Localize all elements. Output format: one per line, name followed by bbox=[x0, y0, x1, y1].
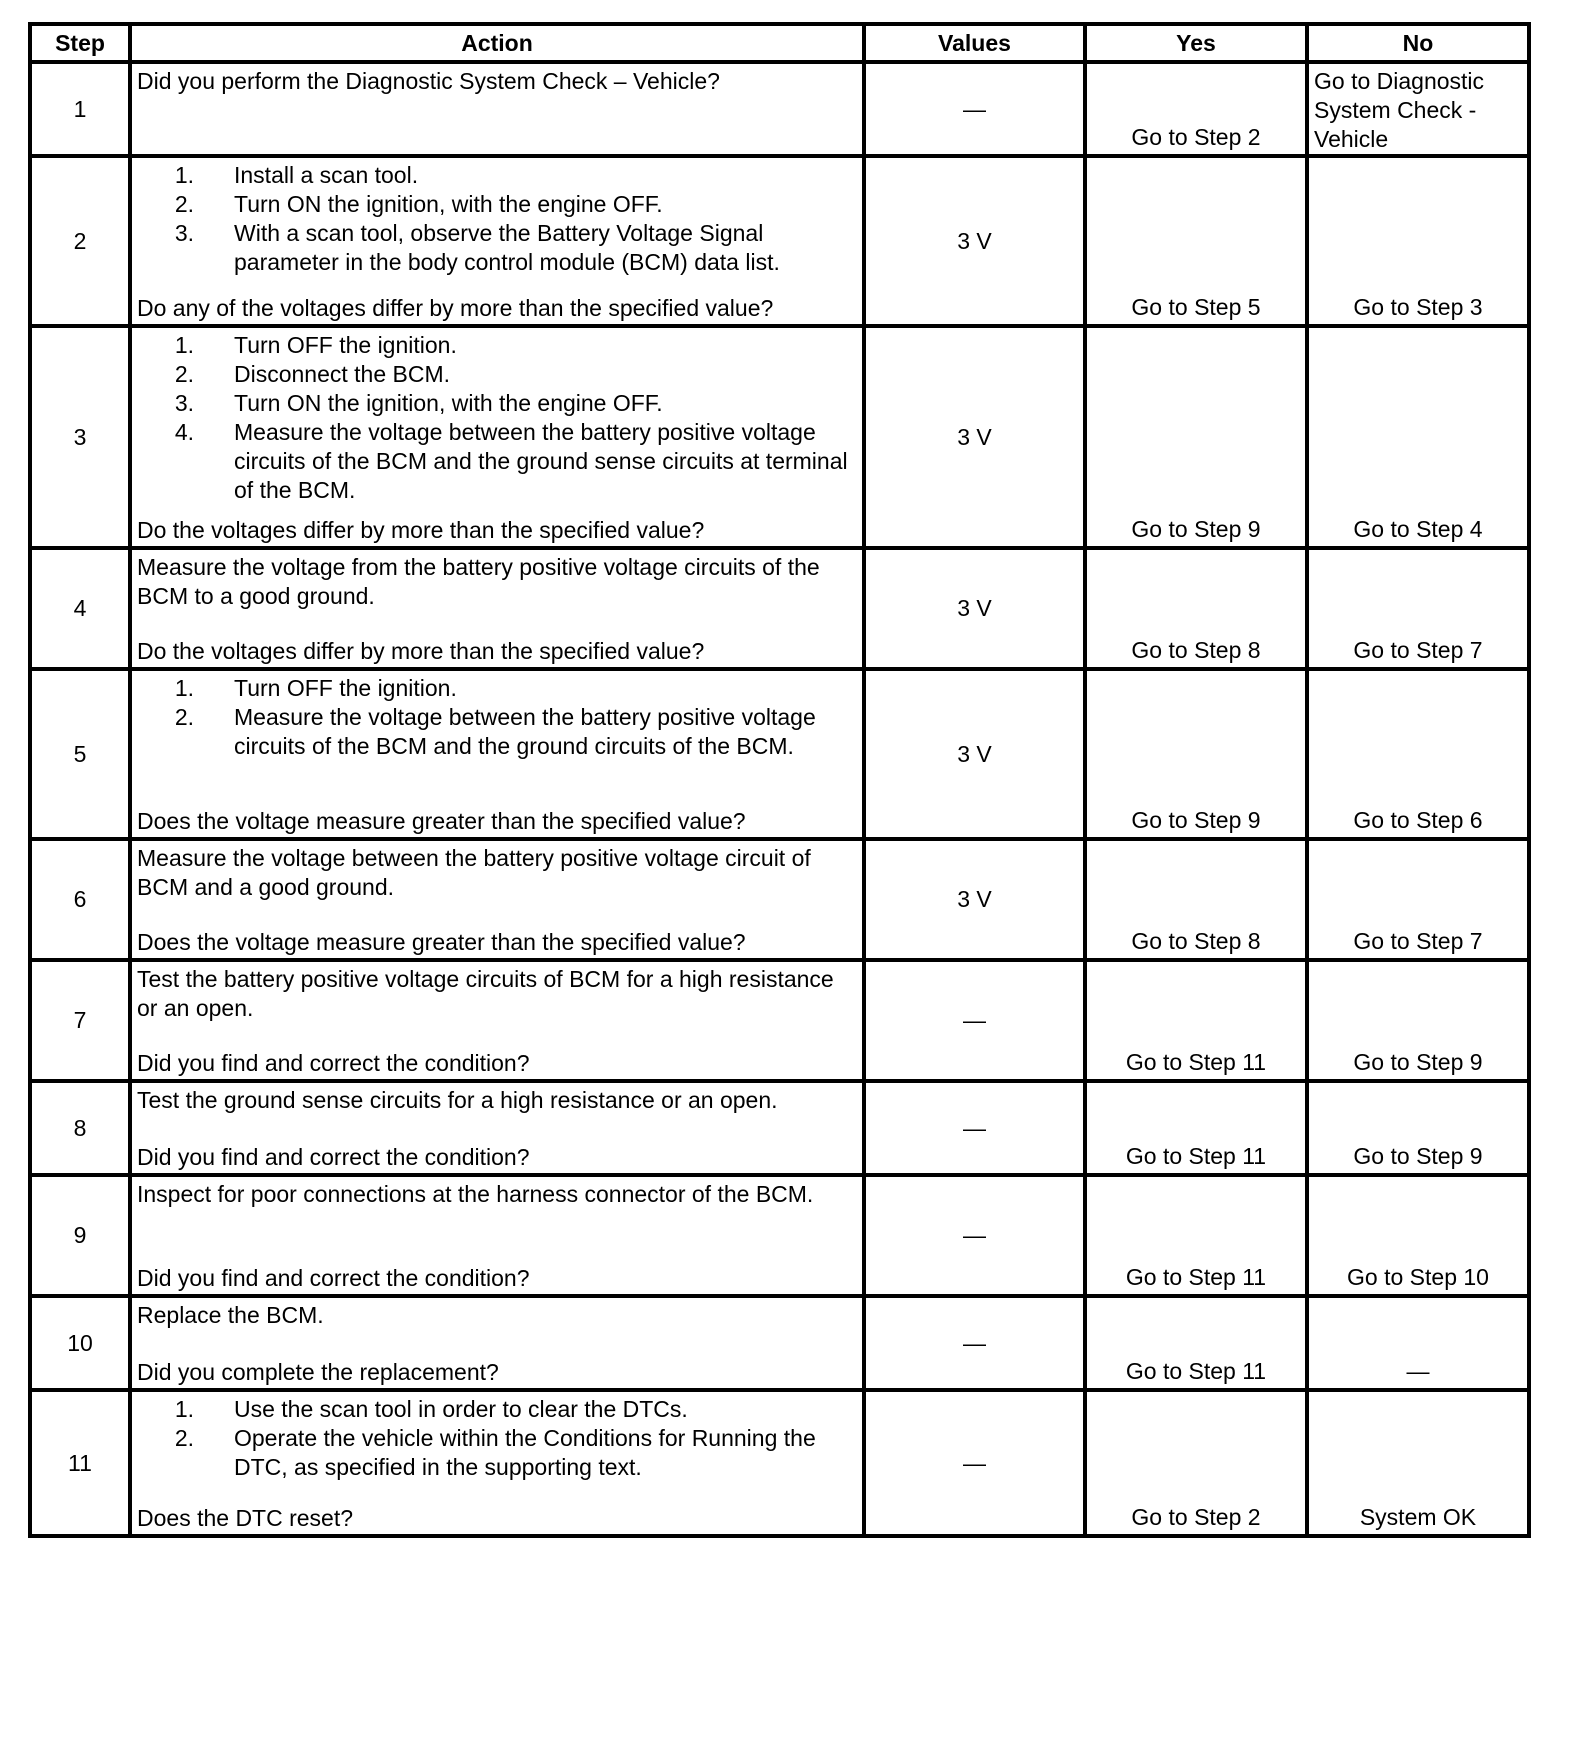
no-result: — bbox=[1406, 1358, 1430, 1384]
list-item-text: Turn OFF the ignition. bbox=[234, 332, 457, 358]
list-item-number: 2. bbox=[174, 1425, 194, 1451]
list-item bbox=[137, 418, 858, 505]
no-cell bbox=[1307, 1081, 1529, 1175]
no-cell bbox=[1307, 839, 1529, 960]
table-row bbox=[30, 548, 1529, 669]
action-content bbox=[132, 1083, 862, 1173]
yes-result: Go to Step 9 bbox=[1131, 516, 1261, 542]
list-item bbox=[137, 360, 858, 389]
action-content bbox=[132, 158, 862, 324]
no-cell bbox=[1307, 326, 1529, 548]
list-item bbox=[137, 219, 858, 277]
yes-cell bbox=[1085, 326, 1307, 548]
action-instructions bbox=[137, 67, 858, 96]
no-cell bbox=[1307, 669, 1529, 839]
action-instructions bbox=[137, 844, 858, 902]
no-result: Go to Step 7 bbox=[1353, 637, 1483, 663]
diagnostic-table-container bbox=[28, 22, 1531, 1538]
list-item-text: Turn ON the ignition, with the engine OFF. bbox=[234, 390, 663, 416]
step-number: 9 bbox=[30, 1175, 130, 1296]
list-item bbox=[137, 331, 858, 360]
yes-cell bbox=[1085, 156, 1307, 326]
list-item-text: Operate the vehicle within the Conditions for Running the DTC, as specified in the supporting text. bbox=[234, 1425, 816, 1480]
list-item-text: Install a scan tool. bbox=[234, 162, 419, 188]
action-question: Did you complete the replacement? bbox=[137, 1359, 499, 1385]
list-item bbox=[137, 389, 858, 418]
action-instructions bbox=[137, 965, 858, 1023]
header-action: Action bbox=[130, 24, 864, 62]
yes-cell bbox=[1085, 548, 1307, 669]
table-row bbox=[30, 839, 1529, 960]
yes-cell bbox=[1085, 960, 1307, 1081]
no-cell bbox=[1307, 1296, 1529, 1390]
header-no: No bbox=[1307, 24, 1529, 62]
no-result: Go to Step 4 bbox=[1353, 516, 1483, 542]
action-steps-list bbox=[137, 674, 858, 761]
yes-cell bbox=[1085, 1081, 1307, 1175]
action-content bbox=[132, 1177, 862, 1294]
yes-cell bbox=[1085, 62, 1307, 156]
action-question: Did you find and correct the condition? bbox=[137, 1144, 530, 1170]
values-cell: 3 V bbox=[864, 156, 1085, 326]
action-instructions bbox=[137, 331, 858, 505]
yes-cell bbox=[1085, 839, 1307, 960]
action-cell bbox=[130, 326, 864, 548]
yes-result: Go to Step 11 bbox=[1125, 1143, 1267, 1169]
header-step: Step bbox=[30, 24, 130, 62]
header-row bbox=[30, 24, 1529, 62]
values-cell: — bbox=[864, 1175, 1085, 1296]
step-number: 11 bbox=[30, 1390, 130, 1536]
action-intro: Measure the voltage between the battery positive voltage circuit of BCM and a good ground. bbox=[137, 845, 811, 900]
yes-result: Go to Step 11 bbox=[1125, 1264, 1267, 1290]
list-item-text: Disconnect the BCM. bbox=[234, 361, 451, 387]
action-cell bbox=[130, 62, 864, 156]
yes-result: Go to Step 5 bbox=[1131, 294, 1261, 320]
yes-result: Go to Step 2 bbox=[1131, 1504, 1261, 1530]
list-item-number: 1. bbox=[174, 332, 194, 358]
step-number: 1 bbox=[30, 62, 130, 156]
action-instructions bbox=[137, 674, 858, 761]
action-intro: Measure the voltage from the battery positive voltage circuits of the BCM to a good ground. bbox=[137, 554, 820, 609]
list-item-number: 4. bbox=[174, 419, 194, 445]
list-item-number: 1. bbox=[174, 1396, 194, 1422]
yes-cell bbox=[1085, 1296, 1307, 1390]
action-cell bbox=[130, 960, 864, 1081]
action-content bbox=[132, 841, 862, 958]
action-content bbox=[132, 328, 862, 546]
values-cell: 3 V bbox=[864, 548, 1085, 669]
action-cell bbox=[130, 1390, 864, 1536]
action-content bbox=[132, 1298, 862, 1388]
action-instructions bbox=[137, 1180, 858, 1209]
no-result: System OK bbox=[1359, 1504, 1477, 1530]
action-content bbox=[132, 64, 862, 144]
yes-result: Go to Step 9 bbox=[1131, 807, 1261, 833]
no-cell bbox=[1307, 960, 1529, 1081]
header-values: Values bbox=[864, 24, 1085, 62]
action-instructions bbox=[137, 1301, 858, 1330]
action-instructions bbox=[137, 161, 858, 277]
table-row bbox=[30, 62, 1529, 156]
list-item-text: Use the scan tool in order to clear the DTCs. bbox=[234, 1396, 688, 1422]
action-cell bbox=[130, 156, 864, 326]
step-number: 7 bbox=[30, 960, 130, 1081]
values-cell: — bbox=[864, 62, 1085, 156]
no-result: Go to Step 6 bbox=[1353, 807, 1483, 833]
table-row bbox=[30, 1175, 1529, 1296]
table-row bbox=[30, 669, 1529, 839]
list-item bbox=[137, 161, 858, 190]
action-content bbox=[132, 1392, 862, 1534]
yes-cell bbox=[1085, 1175, 1307, 1296]
step-number: 4 bbox=[30, 548, 130, 669]
action-question: Does the voltage measure greater than the specified value? bbox=[137, 808, 746, 834]
values-cell: 3 V bbox=[864, 326, 1085, 548]
step-number: 5 bbox=[30, 669, 130, 839]
action-intro: Test the ground sense circuits for a high resistance or an open. bbox=[137, 1087, 778, 1113]
no-cell bbox=[1307, 1175, 1529, 1296]
values-cell: — bbox=[864, 1296, 1085, 1390]
action-intro: Replace the BCM. bbox=[137, 1302, 324, 1328]
action-instructions bbox=[137, 1086, 858, 1115]
action-cell bbox=[130, 548, 864, 669]
list-item bbox=[137, 190, 858, 219]
action-content bbox=[132, 962, 862, 1079]
step-number: 10 bbox=[30, 1296, 130, 1390]
header-yes: Yes bbox=[1085, 24, 1307, 62]
list-item-text: Turn OFF the ignition. bbox=[234, 675, 457, 701]
list-item-text: With a scan tool, observe the Battery Voltage Signal parameter in the body control module (BCM) data list. bbox=[234, 220, 780, 275]
list-item bbox=[137, 1424, 858, 1482]
list-item bbox=[137, 703, 858, 761]
yes-result: Go to Step 8 bbox=[1131, 928, 1261, 954]
action-cell bbox=[130, 839, 864, 960]
table-row bbox=[30, 1296, 1529, 1390]
yes-result: Go to Step 11 bbox=[1125, 1049, 1267, 1075]
step-number: 6 bbox=[30, 839, 130, 960]
action-intro: Test the battery positive voltage circuits of BCM for a high resistance or an open. bbox=[137, 966, 834, 1021]
action-question: Does the voltage measure greater than the specified value? bbox=[137, 929, 746, 955]
list-item bbox=[137, 1395, 858, 1424]
list-item-number: 2. bbox=[174, 191, 194, 217]
no-cell bbox=[1307, 1390, 1529, 1536]
no-result: Go to Step 9 bbox=[1353, 1049, 1483, 1075]
table-row bbox=[30, 156, 1529, 326]
action-intro: Inspect for poor connections at the harness connector of the BCM. bbox=[137, 1181, 814, 1207]
no-result: Go to Step 10 bbox=[1347, 1264, 1489, 1290]
values-cell: 3 V bbox=[864, 669, 1085, 839]
list-item-number: 3. bbox=[174, 390, 194, 416]
step-number: 3 bbox=[30, 326, 130, 548]
action-question: Did you find and correct the condition? bbox=[137, 1265, 530, 1291]
action-cell bbox=[130, 1296, 864, 1390]
step-number: 8 bbox=[30, 1081, 130, 1175]
action-content bbox=[132, 671, 862, 837]
values-cell: — bbox=[864, 1081, 1085, 1175]
no-result: Go to Step 7 bbox=[1353, 928, 1483, 954]
yes-result: Go to Step 2 bbox=[1131, 124, 1261, 150]
yes-result: Go to Step 8 bbox=[1131, 637, 1261, 663]
action-question: Did you find and correct the condition? bbox=[137, 1050, 530, 1076]
yes-cell bbox=[1085, 669, 1307, 839]
yes-result: Go to Step 11 bbox=[1125, 1358, 1267, 1384]
action-question: Do any of the voltages differ by more than the specified value? bbox=[137, 295, 774, 321]
no-result: Go to Diagnostic System Check - Vehicle bbox=[1314, 68, 1485, 152]
list-item-number: 1. bbox=[174, 162, 194, 188]
table-row bbox=[30, 960, 1529, 1081]
diagnostic-table bbox=[28, 22, 1531, 1538]
list-item bbox=[137, 674, 858, 703]
list-item-number: 2. bbox=[174, 704, 194, 730]
table-row bbox=[30, 1390, 1529, 1536]
step-number: 2 bbox=[30, 156, 130, 326]
table-row bbox=[30, 1081, 1529, 1175]
action-instructions bbox=[137, 553, 858, 611]
action-content bbox=[132, 550, 862, 667]
action-intro: Did you perform the Diagnostic System Check – Vehicle? bbox=[137, 68, 720, 94]
action-steps-list bbox=[137, 1395, 858, 1482]
yes-cell bbox=[1085, 1390, 1307, 1536]
action-steps-list bbox=[137, 161, 858, 277]
action-instructions bbox=[137, 1395, 858, 1482]
action-question: Do the voltages differ by more than the specified value? bbox=[137, 517, 705, 543]
table-row bbox=[30, 326, 1529, 548]
no-cell bbox=[1307, 62, 1529, 156]
no-result: Go to Step 9 bbox=[1353, 1143, 1483, 1169]
values-cell: — bbox=[864, 1390, 1085, 1536]
action-cell bbox=[130, 669, 864, 839]
list-item-number: 1. bbox=[174, 675, 194, 701]
values-cell: — bbox=[864, 960, 1085, 1081]
list-item-number: 3. bbox=[174, 220, 194, 246]
action-cell bbox=[130, 1081, 864, 1175]
action-question: Do the voltages differ by more than the specified value? bbox=[137, 638, 705, 664]
action-cell bbox=[130, 1175, 864, 1296]
action-steps-list bbox=[137, 331, 858, 505]
no-cell bbox=[1307, 156, 1529, 326]
list-item-number: 2. bbox=[174, 361, 194, 387]
list-item-text: Turn ON the ignition, with the engine OFF. bbox=[234, 191, 663, 217]
values-cell: 3 V bbox=[864, 839, 1085, 960]
list-item-text: Measure the voltage between the battery positive voltage circuits of the BCM and the ground sense circuits at terminal of the BCM. bbox=[234, 419, 848, 503]
action-question: Does the DTC reset? bbox=[137, 1505, 354, 1531]
no-result: Go to Step 3 bbox=[1353, 294, 1483, 320]
no-cell bbox=[1307, 548, 1529, 669]
list-item-text: Measure the voltage between the battery positive voltage circuits of the BCM and the ground circuits of the BCM. bbox=[234, 704, 816, 759]
table-body bbox=[30, 62, 1529, 1536]
